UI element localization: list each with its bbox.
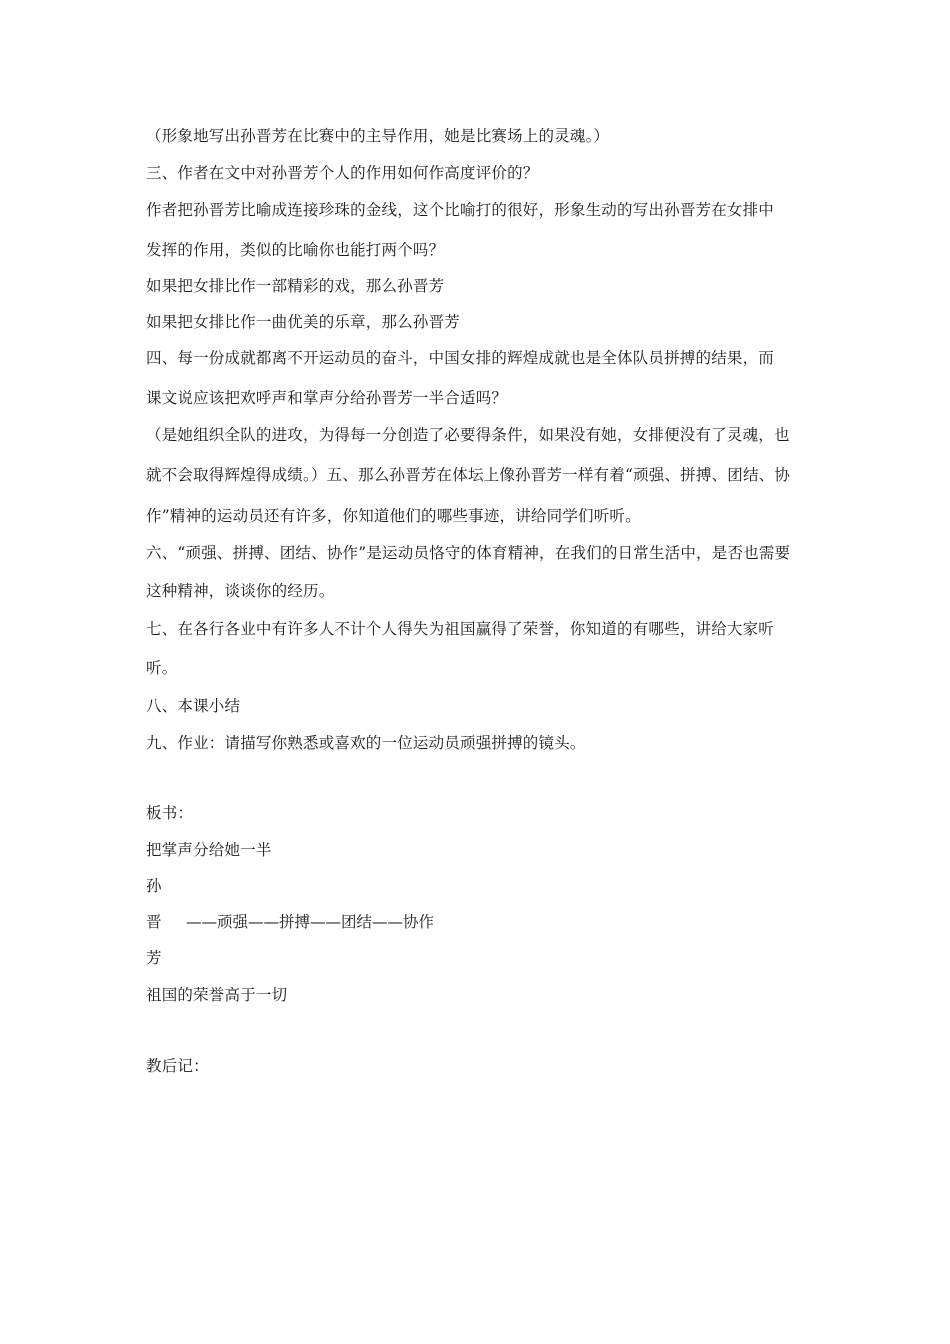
text-line: 作”精神的运动员还有许多，你知道他们的哪些事迹，讲给同学们听听。 (146, 507, 641, 525)
text-line: 九、作业：请描写你熟悉或喜欢的一位运动员顽强拼搏的镜头。 (146, 734, 586, 752)
text-line: 听。 (146, 659, 178, 677)
text-line: 四、每一份成就都离不开运动员的奋斗，中国女排的辉煌成就也是全体队员拼搏的结果，而 (146, 349, 775, 367)
text-line: 课文说应该把欢呼声和掌声分给孙晋芳一半合适吗？ (146, 389, 508, 407)
text-line: 发挥的作用，类似的比喻你也能打两个吗？ (146, 241, 445, 259)
text-line: 七、在各行各业中有许多人不计个人得失为祖国赢得了荣誉，你知道的有哪些，讲给大家听 (146, 620, 775, 638)
board-heading: 板书： (146, 804, 194, 822)
board-flow: ——顽强——拼搏——团结——协作 (186, 913, 435, 931)
board-motto: 祖国的荣誉高于一切 (146, 986, 288, 1004)
text-line: 如果把女排比作一曲优美的乐章，那么孙晋芳 (146, 313, 461, 331)
text-line: （形象地写出孙晋芳在比赛中的主导作用，她是比赛场上的灵魂。） (146, 127, 610, 145)
text-line: 就不会取得辉煌得成绩。）五、那么孙晋芳在体坛上像孙晋芳一样有着“顽强、拼搏、团结、协 (146, 466, 791, 484)
text-line: 作者把孙晋芳比喻成连接珍珠的金线，这个比喻打的很好，形象生动的写出孙晋芳在女排中 (146, 201, 775, 219)
text-line: 如果把女排比作一部精彩的戏，那么孙晋芳 (146, 277, 445, 295)
board-name-char: 芳 (146, 949, 162, 967)
text-line: 这种精神，谈谈你的经历。 (146, 582, 335, 600)
text-line: 三、作者在文中对孙晋芳个人的作用如何作高度评价的？ (146, 164, 539, 182)
reflection-heading: 教后记： (146, 1057, 209, 1075)
board-title: 把掌声分给她一半 (146, 841, 272, 859)
board-name-char: 孙 (146, 877, 162, 895)
board-name-char: 晋 (146, 913, 162, 931)
text-line: 八、本课小结 (146, 697, 241, 715)
text-line: （是她组织全队的进攻，为得每一分创造了必要得条件，如果没有她，女排便没有了灵魂，也 (146, 426, 790, 444)
text-line: 六、“顽强、拼搏、团结、协作”是运动员恪守的体育精神，在我们的日常生活中，是否也需要 (146, 544, 791, 562)
